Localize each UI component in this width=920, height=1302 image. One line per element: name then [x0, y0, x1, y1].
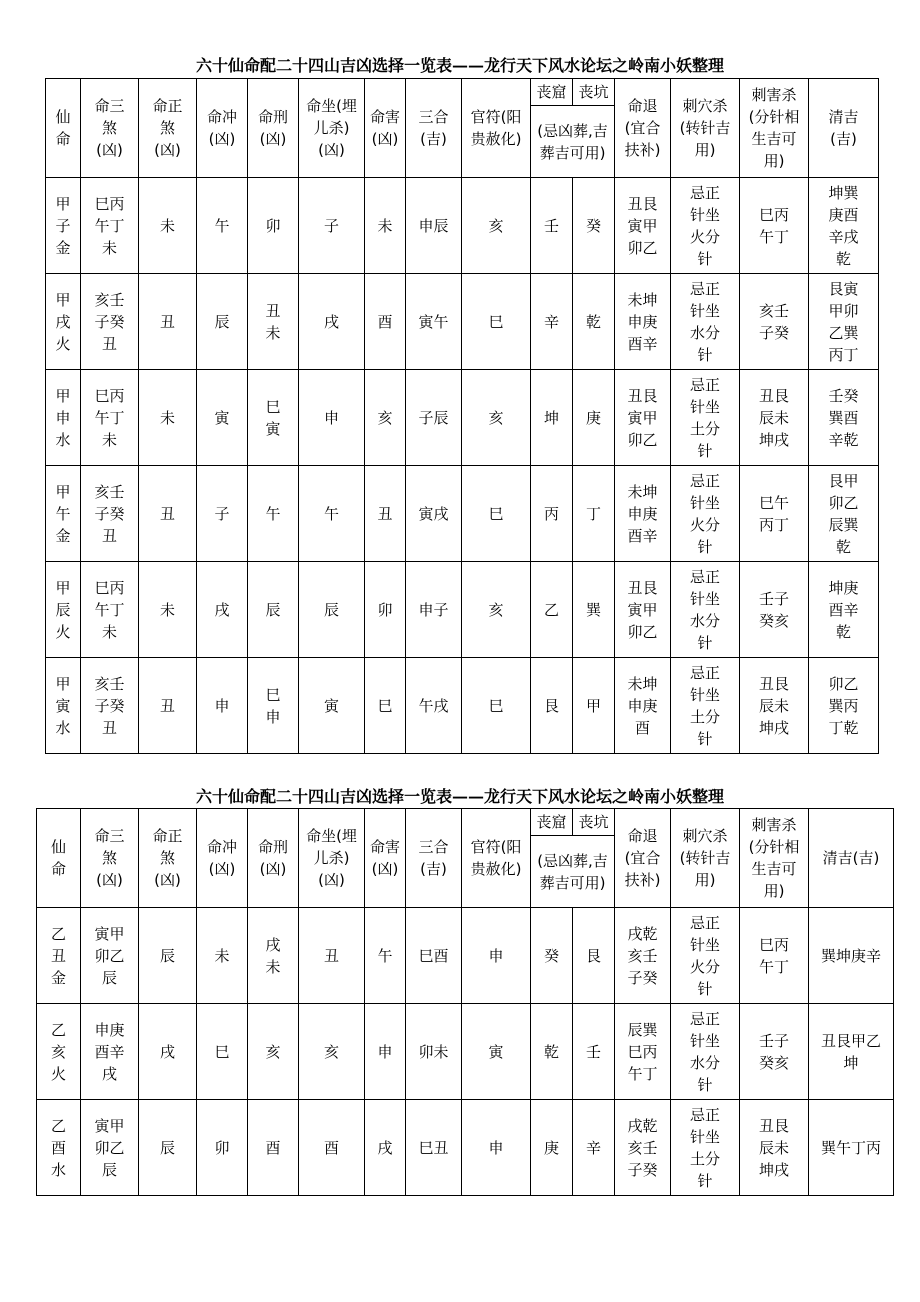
cell-tui: 未坤申庚酉辛 — [615, 274, 671, 370]
cell-tui: 戌乾亥壬子癸 — [615, 908, 671, 1004]
cell-guanfu: 巳 — [462, 274, 531, 370]
header-sansha: 命三煞(凶) — [81, 79, 139, 178]
header-cihai: 刺害杀(分针相生吉可用) — [740, 809, 809, 908]
cell-sangku: 癸 — [531, 908, 573, 1004]
cell-xianming: 甲辰火 — [46, 562, 81, 658]
cell-cihai: 丑艮辰未坤戌 — [740, 1100, 809, 1196]
cell-xing: 巳寅 — [248, 370, 299, 466]
header-sang-note: (忌凶葬,吉葬吉可用) — [531, 836, 615, 908]
cell-hai: 卯 — [365, 562, 406, 658]
cell-xing: 巳申 — [248, 658, 299, 754]
cell-sangkeng: 巽 — [573, 562, 615, 658]
header-sangkeng: 丧坑 — [573, 79, 615, 106]
cell-chong: 未 — [197, 908, 248, 1004]
cell-sangkeng: 壬 — [573, 1004, 615, 1100]
cell-xianming: 乙酉水 — [37, 1100, 81, 1196]
cell-cixue: 忌正针坐土分针 — [671, 1100, 740, 1196]
cell-xing: 戌未 — [248, 908, 299, 1004]
cell-sangku: 坤 — [531, 370, 573, 466]
cell-qingji: 坤巽庚酉辛戌乾 — [809, 178, 879, 274]
cell-hai: 亥 — [365, 370, 406, 466]
cell-sanhe: 午戌 — [406, 658, 462, 754]
cell-cihai: 亥壬子癸 — [740, 274, 809, 370]
cell-zhengsha: 未 — [139, 562, 197, 658]
header-sanhe: 三合(吉) — [406, 79, 462, 178]
cell-sangku: 壬 — [531, 178, 573, 274]
table-header — [46, 79, 879, 178]
cell-chong: 卯 — [197, 1100, 248, 1196]
cell-xing: 午 — [248, 466, 299, 562]
cell-guanfu: 亥 — [462, 178, 531, 274]
cell-sansha: 寅甲卯乙辰 — [81, 908, 139, 1004]
cell-sangkeng: 庚 — [573, 370, 615, 466]
cell-sangku: 艮 — [531, 658, 573, 754]
header-hai: 命害(凶) — [365, 79, 406, 178]
cell-sansha: 巳丙午丁未 — [81, 178, 139, 274]
header-zuo: 命坐(埋儿杀)(凶) — [299, 809, 365, 908]
cell-sanhe: 寅戌 — [406, 466, 462, 562]
cell-cixue: 忌正针坐火分针 — [671, 178, 740, 274]
cell-sanhe: 巳酉 — [406, 908, 462, 1004]
cell-zhengsha: 丑 — [139, 274, 197, 370]
cell-sangkeng: 癸 — [573, 178, 615, 274]
table-row — [46, 658, 879, 754]
cell-tui: 丑艮寅甲卯乙 — [615, 370, 671, 466]
cell-chong: 辰 — [197, 274, 248, 370]
cell-sangku: 辛 — [531, 274, 573, 370]
cell-sanhe: 巳丑 — [406, 1100, 462, 1196]
cell-hai: 丑 — [365, 466, 406, 562]
cell-guanfu: 亥 — [462, 370, 531, 466]
header-sangku: 丧窟 — [531, 79, 573, 106]
cell-sangkeng: 辛 — [573, 1100, 615, 1196]
cell-chong: 午 — [197, 178, 248, 274]
cell-sangku: 乙 — [531, 562, 573, 658]
cell-cixue: 忌正针坐水分针 — [671, 274, 740, 370]
cell-sangkeng: 甲 — [573, 658, 615, 754]
cell-hai: 申 — [365, 1004, 406, 1100]
cell-chong: 申 — [197, 658, 248, 754]
cell-guanfu: 申 — [462, 908, 531, 1004]
cell-zuo: 辰 — [299, 562, 365, 658]
cell-tui: 辰巽巳丙午丁 — [615, 1004, 671, 1100]
cell-cihai: 巳丙午丁 — [740, 908, 809, 1004]
cell-zhengsha: 戌 — [139, 1004, 197, 1100]
cell-chong: 子 — [197, 466, 248, 562]
cell-zuo: 丑 — [299, 908, 365, 1004]
cell-zuo: 子 — [299, 178, 365, 274]
cell-hai: 酉 — [365, 274, 406, 370]
cell-zhengsha: 辰 — [139, 908, 197, 1004]
cell-zuo: 午 — [299, 466, 365, 562]
cell-xianming: 甲子金 — [46, 178, 81, 274]
cell-cihai: 巳午丙丁 — [740, 466, 809, 562]
cell-cixue: 忌正针坐火分针 — [671, 466, 740, 562]
cell-sangku: 乾 — [531, 1004, 573, 1100]
table-row — [37, 1100, 894, 1196]
cell-cixue: 忌正针坐土分针 — [671, 370, 740, 466]
header-hai: 命害(凶) — [365, 809, 406, 908]
header-cixue: 刺穴杀(转针吉用) — [671, 79, 740, 178]
cell-guanfu: 亥 — [462, 562, 531, 658]
cell-sanhe: 子辰 — [406, 370, 462, 466]
cell-xianming: 乙丑金 — [37, 908, 81, 1004]
cell-sansha: 亥壬子癸丑 — [81, 274, 139, 370]
cell-zhengsha: 辰 — [139, 1100, 197, 1196]
header-qingji: 清吉(吉) — [809, 809, 894, 908]
cell-sansha: 巳丙午丁未 — [81, 370, 139, 466]
cell-zhengsha: 丑 — [139, 658, 197, 754]
cell-chong: 寅 — [197, 370, 248, 466]
cell-hai: 巳 — [365, 658, 406, 754]
table-title-1: 六十仙命配二十四山吉凶选择一览表——龙行天下风水论坛之岭南小妖整理 — [195, 56, 724, 75]
header-zhengsha: 命正煞(凶) — [139, 79, 197, 178]
header-zhengsha: 命正煞(凶) — [139, 809, 197, 908]
header-tui: 命退(宜合扶补) — [615, 809, 671, 908]
cell-sangku: 庚 — [531, 1100, 573, 1196]
cell-qingji: 巽坤庚辛 — [809, 908, 894, 1004]
cell-hai: 未 — [365, 178, 406, 274]
cell-qingji: 卯乙巽丙丁乾 — [809, 658, 879, 754]
header-qingji: 清吉(吉) — [809, 79, 879, 178]
header-cixue: 刺穴杀(转针吉用) — [671, 809, 740, 908]
cell-zuo: 寅 — [299, 658, 365, 754]
cell-sansha: 亥壬子癸丑 — [81, 658, 139, 754]
cell-tui: 未坤申庚酉 — [615, 658, 671, 754]
cell-guanfu: 寅 — [462, 1004, 531, 1100]
header-sanhe: 三合(吉) — [406, 809, 462, 908]
cell-sangku: 丙 — [531, 466, 573, 562]
cell-guanfu: 申 — [462, 1100, 531, 1196]
cell-xing: 辰 — [248, 562, 299, 658]
table-title-2: 六十仙命配二十四山吉凶选择一览表——龙行天下风水论坛之岭南小妖整理 — [195, 787, 724, 806]
header-guanfu: 官符(阳贵赦化) — [462, 809, 531, 908]
cell-qingji: 艮寅甲卯乙巽丙丁 — [809, 274, 879, 370]
table-header — [37, 809, 894, 908]
cell-xianming: 甲寅水 — [46, 658, 81, 754]
cell-qingji: 巽午丁丙 — [809, 1100, 894, 1196]
table-row — [46, 466, 879, 562]
header-cihai: 刺害杀(分针相生吉可用) — [740, 79, 809, 178]
cell-sanhe: 卯未 — [406, 1004, 462, 1100]
header-sansha: 命三煞(凶) — [81, 809, 139, 908]
cell-zuo: 戌 — [299, 274, 365, 370]
cell-xianming: 甲戌火 — [46, 274, 81, 370]
header-sangkeng: 丧坑 — [573, 809, 615, 836]
header-zuo: 命坐(埋儿杀)(凶) — [299, 79, 365, 178]
cell-xing: 亥 — [248, 1004, 299, 1100]
table-row — [46, 178, 879, 274]
cell-sanhe: 寅午 — [406, 274, 462, 370]
cell-xianming: 甲申水 — [46, 370, 81, 466]
cell-hai: 戌 — [365, 1100, 406, 1196]
table-yi — [36, 808, 894, 1196]
cell-sanhe: 申辰 — [406, 178, 462, 274]
cell-xing: 丑未 — [248, 274, 299, 370]
cell-tui: 未坤申庚酉辛 — [615, 466, 671, 562]
cell-xing: 酉 — [248, 1100, 299, 1196]
table-row — [46, 562, 879, 658]
cell-zuo: 酉 — [299, 1100, 365, 1196]
cell-chong: 巳 — [197, 1004, 248, 1100]
cell-cixue: 忌正针坐火分针 — [671, 908, 740, 1004]
header-xing: 命刑(凶) — [248, 809, 299, 908]
cell-cihai: 巳丙午丁 — [740, 178, 809, 274]
cell-zhengsha: 未 — [139, 370, 197, 466]
cell-tui: 戌乾亥壬子癸 — [615, 1100, 671, 1196]
cell-sangkeng: 艮 — [573, 908, 615, 1004]
header-xianming: 仙命 — [46, 79, 81, 178]
header-chong: 命冲(凶) — [197, 809, 248, 908]
header-chong: 命冲(凶) — [197, 79, 248, 178]
cell-qingji: 坤庚酉辛乾 — [809, 562, 879, 658]
cell-tui: 丑艮寅甲卯乙 — [615, 562, 671, 658]
cell-cixue: 忌正针坐水分针 — [671, 1004, 740, 1100]
header-guanfu: 官符(阳贵赦化) — [462, 79, 531, 178]
cell-qingji: 壬癸巽酉辛乾 — [809, 370, 879, 466]
cell-zuo: 申 — [299, 370, 365, 466]
cell-cixue: 忌正针坐水分针 — [671, 562, 740, 658]
header-sang-note: (忌凶葬,吉葬吉可用) — [531, 106, 615, 178]
cell-cixue: 忌正针坐土分针 — [671, 658, 740, 754]
cell-sangkeng: 乾 — [573, 274, 615, 370]
cell-xianming: 甲午金 — [46, 466, 81, 562]
cell-sansha: 寅甲卯乙辰 — [81, 1100, 139, 1196]
cell-cihai: 壬子癸亥 — [740, 562, 809, 658]
cell-qingji: 丑艮甲乙坤 — [809, 1004, 894, 1100]
cell-cihai: 丑艮辰未坤戌 — [740, 370, 809, 466]
cell-zhengsha: 未 — [139, 178, 197, 274]
header-sangku: 丧窟 — [531, 809, 573, 836]
cell-sansha: 申庚酉辛戌 — [81, 1004, 139, 1100]
cell-cihai: 壬子癸亥 — [740, 1004, 809, 1100]
header-xianming: 仙命 — [37, 809, 81, 908]
cell-guanfu: 巳 — [462, 658, 531, 754]
cell-xianming: 乙亥火 — [37, 1004, 81, 1100]
cell-cihai: 丑艮辰未坤戌 — [740, 658, 809, 754]
table-body — [46, 178, 879, 754]
cell-zhengsha: 丑 — [139, 466, 197, 562]
cell-guanfu: 巳 — [462, 466, 531, 562]
table-jia — [45, 78, 879, 754]
table-row — [46, 370, 879, 466]
cell-sanhe: 申子 — [406, 562, 462, 658]
table-body — [37, 908, 894, 1196]
cell-qingji: 艮甲卯乙辰巽乾 — [809, 466, 879, 562]
cell-sansha: 亥壬子癸丑 — [81, 466, 139, 562]
cell-sansha: 巳丙午丁未 — [81, 562, 139, 658]
table-row — [37, 908, 894, 1004]
cell-tui: 丑艮寅甲卯乙 — [615, 178, 671, 274]
header-tui: 命退(宜合扶补) — [615, 79, 671, 178]
cell-chong: 戌 — [197, 562, 248, 658]
cell-hai: 午 — [365, 908, 406, 1004]
header-xing: 命刑(凶) — [248, 79, 299, 178]
cell-xing: 卯 — [248, 178, 299, 274]
cell-sangkeng: 丁 — [573, 466, 615, 562]
table-row — [37, 1004, 894, 1100]
table-row — [46, 274, 879, 370]
cell-zuo: 亥 — [299, 1004, 365, 1100]
